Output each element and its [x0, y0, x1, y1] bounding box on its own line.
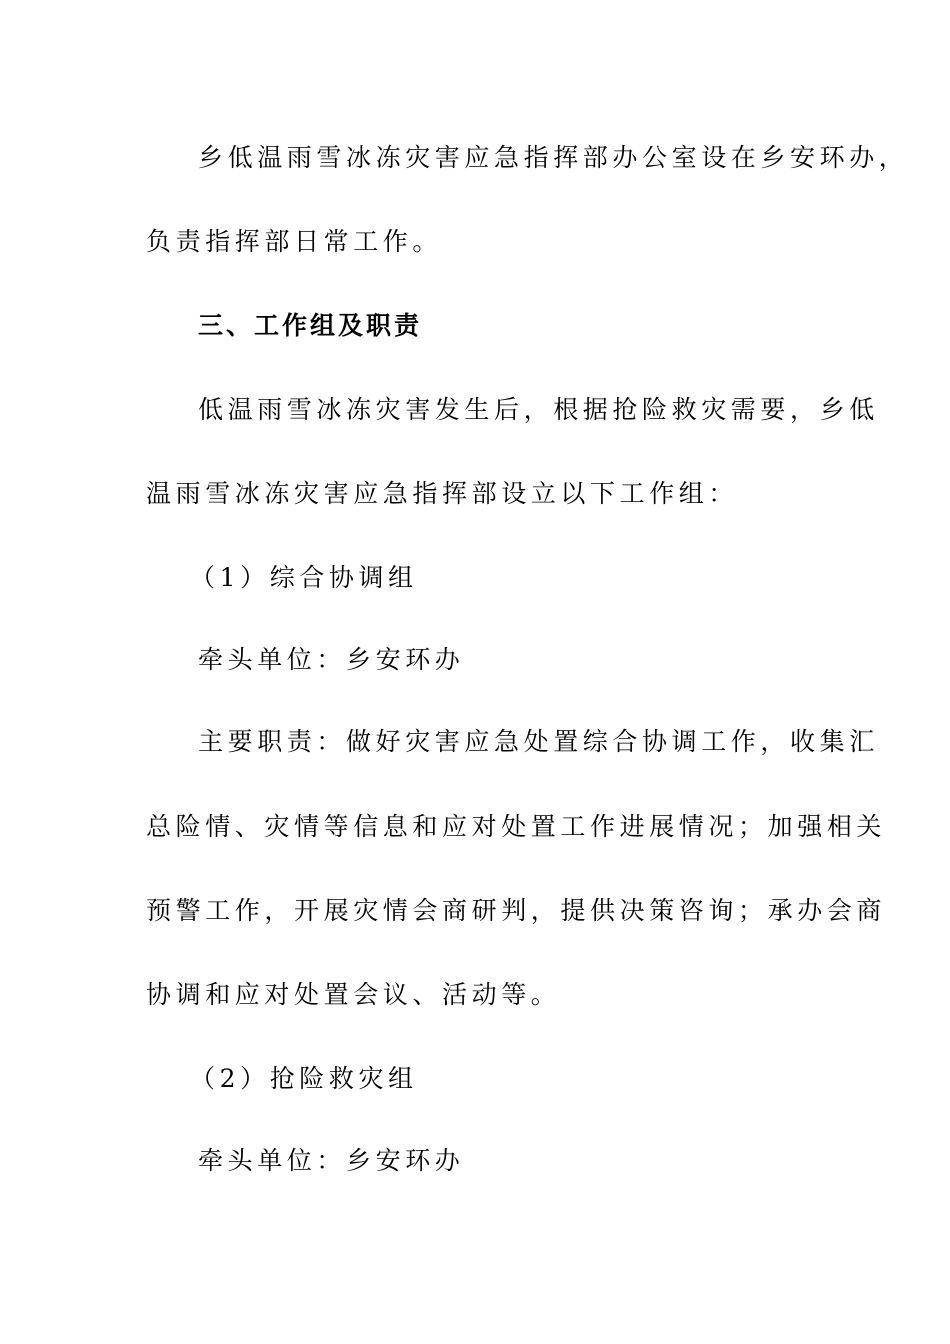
paragraph-office-line-2: 负责指挥部日常工作。	[146, 227, 443, 256]
group-1-duties-line-3: 预警工作，开展灾情会商研判，提供决策咨询；承办会商	[146, 896, 887, 925]
group-2-lead-unit: 牵头单位：乡安环办	[198, 1146, 465, 1175]
section-heading: 三、工作组及职责	[198, 311, 423, 340]
paragraph-office-line-1: 乡低温雨雪冰冻灾害应急指挥部办公室设在乡安环办，	[198, 143, 909, 172]
group-1-lead-unit: 牵头单位：乡安环办	[198, 645, 465, 674]
paragraph-groups-line-1: 低温雨雪冰冻灾害发生后，根据抢险救灾需要，乡低	[198, 395, 879, 424]
group-1-title: （1）综合协调组	[190, 563, 418, 592]
group-1-duties-line-2: 总险情、灾情等信息和应对处置工作进展情况；加强相关	[146, 812, 887, 841]
paragraph-groups-line-2: 温雨雪冰冻灾害应急指挥部设立以下工作组：	[146, 479, 739, 508]
group-1-duties-line-1: 主要职责：做好灾害应急处置综合协调工作，收集汇	[198, 727, 879, 756]
group-2-title: （2）抢险救灾组	[190, 1064, 418, 1093]
group-1-duties-line-4: 协调和应对处置会议、活动等。	[146, 980, 561, 1009]
